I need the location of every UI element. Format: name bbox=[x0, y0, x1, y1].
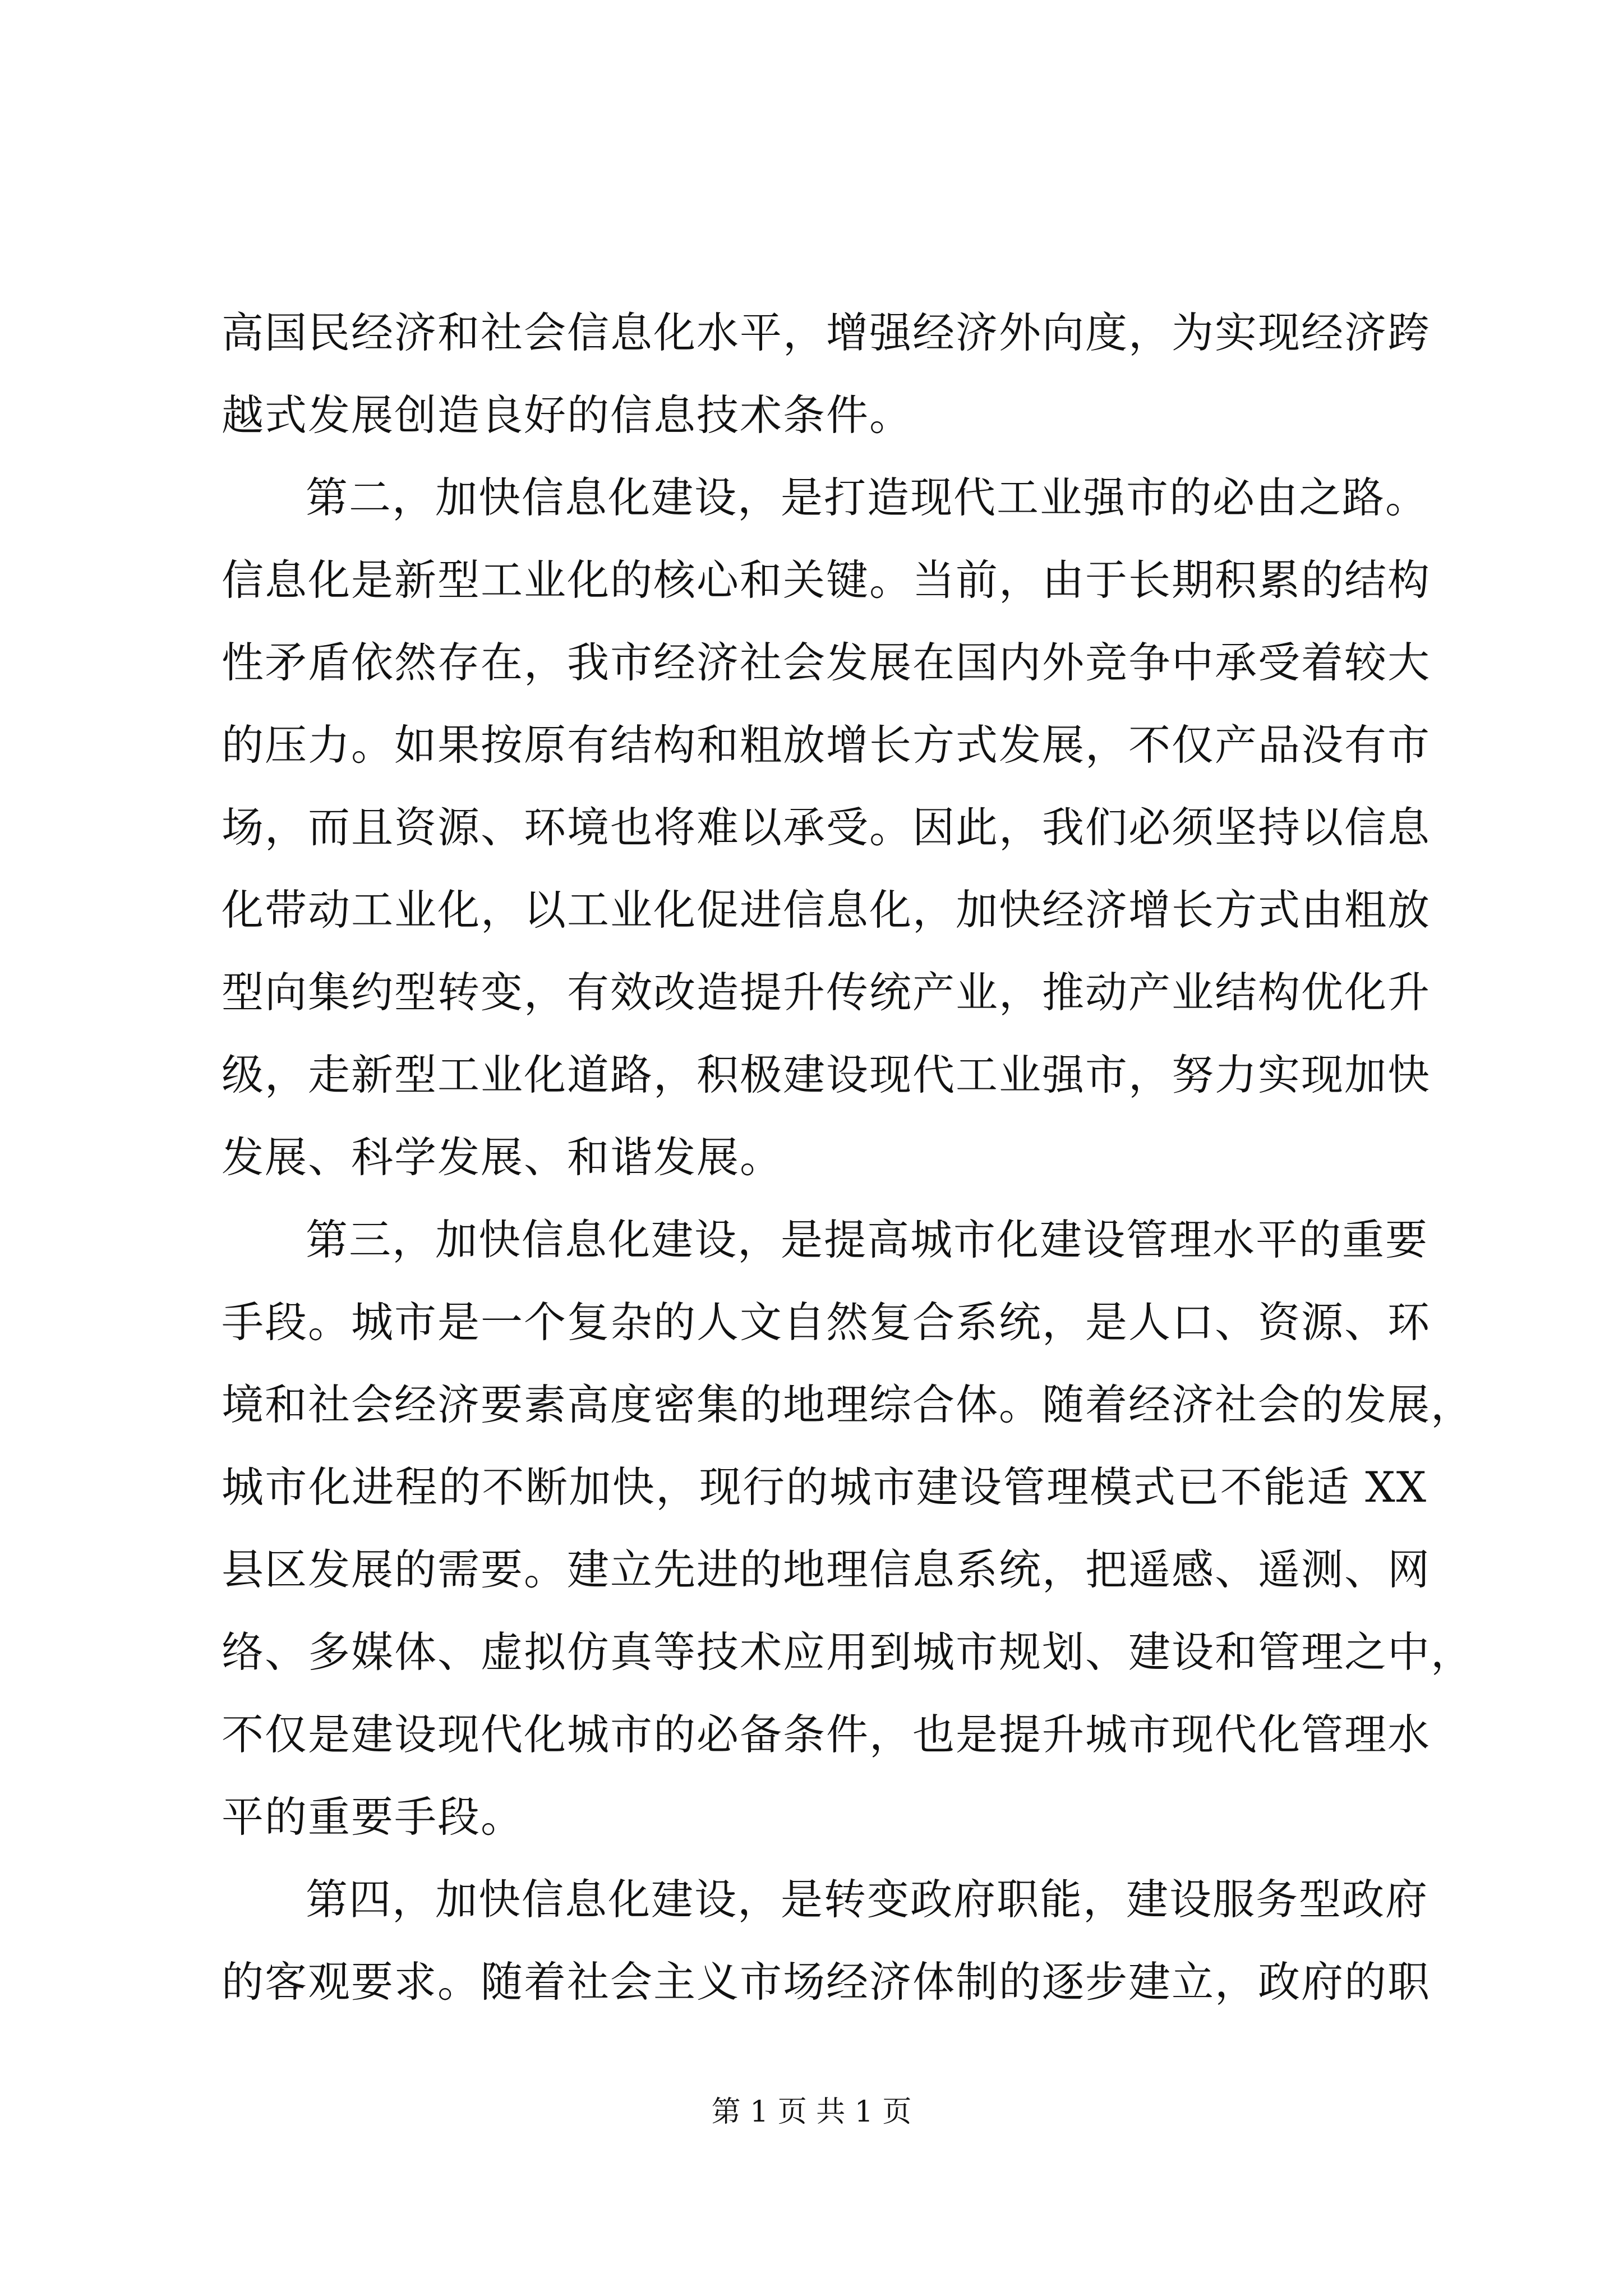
text-line: 场，而且资源、环境也将难以承受。因此，我们必须坚持以信息 bbox=[222, 803, 1431, 852]
text-line: 第四，加快信息化建设，是转变政府职能，建设服务型政府 bbox=[306, 1875, 1429, 1924]
text-line: 第三，加快信息化建设，是提高城市化建设管理水平的重要 bbox=[306, 1215, 1429, 1264]
body-text bbox=[222, 292, 1474, 2023]
text-line: 信息化是新型工业化的核心和关键。当前，由于长期积累的结构 bbox=[222, 555, 1431, 605]
text-line: 第二，加快信息化建设，是打造现代工业强市的必由之路。 bbox=[306, 473, 1429, 522]
text-line: 境和社会经济要素高度密集的地理综合体。随着经济社会的发展， bbox=[222, 1380, 1474, 1429]
page-footer bbox=[0, 2092, 1623, 2132]
page-number-label: 第 1 页 共 1 页 bbox=[711, 2095, 912, 2129]
text-line: 络、多媒体、虚拟仿真等技术应用到城市规划、建设和管理之中， bbox=[222, 1627, 1474, 1677]
text-line: 的压力。如果按原有结构和粗放增长方式发展，不仅产品没有市 bbox=[222, 720, 1431, 770]
text-line: 越式发展创造良好的信息技术条件。 bbox=[222, 390, 913, 440]
text-line: 性矛盾依然存在，我市经济社会发展在国内外竞争中承受着较大 bbox=[222, 638, 1431, 687]
paragraph-4 bbox=[222, 1858, 1431, 2023]
text-line: 型向集约型转变，有效改造提升传统产业，推动产业结构优化升 bbox=[222, 968, 1431, 1017]
text-line: 城市化进程的不断加快，现行的城市建设管理模式已不能适 XX bbox=[222, 1462, 1427, 1512]
text-line: 手段。城市是一个复杂的人文自然复合系统，是人口、资源、环 bbox=[222, 1297, 1431, 1347]
text-line: 县区发展的需要。建立先进的地理信息系统，把遥感、遥测、网 bbox=[222, 1545, 1431, 1594]
text-line: 级，走新型工业化道路，积极建设现代工业强市，努力实现加快 bbox=[222, 1050, 1431, 1099]
text-line: 化带动工业化，以工业化促进信息化，加快经济增长方式由粗放 bbox=[222, 885, 1431, 935]
text-line: 的客观要求。随着社会主义市场经济体制的逐步建立，政府的职 bbox=[222, 1957, 1431, 2007]
paragraph-3 bbox=[222, 1199, 1474, 1858]
text-line: 发展、科学发展、和谐发展。 bbox=[222, 1133, 783, 1182]
paragraph-2 bbox=[222, 457, 1431, 1199]
paragraph-1 bbox=[222, 292, 1431, 457]
text-line: 高国民经济和社会信息化水平，增强经济外向度，为实现经济跨 bbox=[222, 308, 1431, 357]
text-line: 不仅是建设现代化城市的必备条件，也是提升城市现代化管理水 bbox=[222, 1710, 1431, 1759]
text-line: 平的重要手段。 bbox=[222, 1792, 524, 1842]
